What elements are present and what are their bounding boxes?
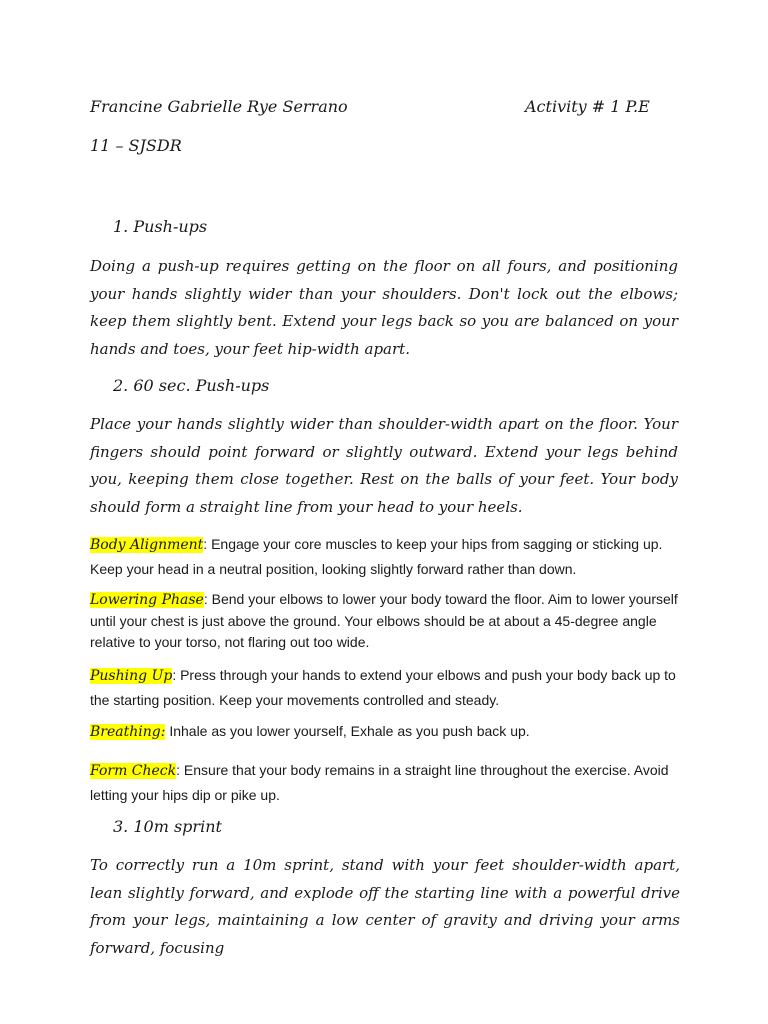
tip-text: : Press through your hands to extend your elbows and push your body back up to the starting position. Keep your movements controlled and steady. (90, 667, 676, 708)
section-body-push-ups: Doing a push-up requires getting on the floor on all fours, and positioning your hands slightly wider than your shoulders. Don't lock out the elbows; keep them slightly bent. Extend your legs back so you are balanced on your hands and toes, your feet hip-width apart. (90, 257, 678, 358)
tip-term-highlight: Lowering Phase (90, 592, 204, 608)
section-heading-60-sec-push-ups: 2. 60 sec. Push-ups (113, 376, 270, 395)
tip-term-highlight: Breathing: (90, 724, 166, 740)
tip-paragraph (90, 758, 680, 807)
tip-paragraph (90, 663, 680, 712)
tip-text: : Engage your core muscles to keep your hips from sagging or sticking up. Keep your head in a neutral position, looking slightly forward rather than down. (90, 536, 663, 577)
tip-text: : Ensure that your body remains in a straight line throughout the exercise. Avoid letting your hips dip or pike up. (90, 762, 669, 803)
tip-text: : Bend your elbows to lower your body toward the floor. Aim to lower yourself until your chest is just above the ground. Your elbows should be at about a 45-degree angle relative to your torso, not flaring out too wide. (90, 591, 678, 650)
tip-term-highlight: Body Alignment (90, 537, 204, 553)
tip-paragraph (90, 719, 680, 744)
tip-paragraph (90, 589, 680, 653)
author-name: Francine Gabrielle Rye Serrano (90, 97, 348, 116)
activity-title: Activity # 1 P.E (525, 97, 650, 116)
section-body-60-sec-push-ups: Place your hands slightly wider than shoulder-width apart on the floor. Your fingers should point forward or slightly outward. Extend your legs behind you, keeping them close together. Rest on the balls of your feet. Your body should form a straight line from your head to your heels. (90, 415, 678, 516)
tip-term-highlight: Pushing Up (90, 668, 173, 684)
section-heading-10m-sprint: 3. 10m sprint (113, 817, 222, 836)
section-body-10m-sprint: To correctly run a 10m sprint, stand with your feet shoulder-width apart, lean slightly forward, and explode off the starting line with a powerful drive from your legs, maintaining a low center of gravity and driving your arms forward, focusing (90, 856, 680, 957)
class-section: 11 – SJSDR (90, 136, 182, 155)
section-heading-push-ups: 1. Push-ups (113, 217, 208, 236)
tip-text: Inhale as you lower yourself, Exhale as you push back up. (165, 723, 530, 739)
tip-paragraph (90, 532, 680, 581)
tip-term-highlight: Form Check (90, 763, 177, 779)
